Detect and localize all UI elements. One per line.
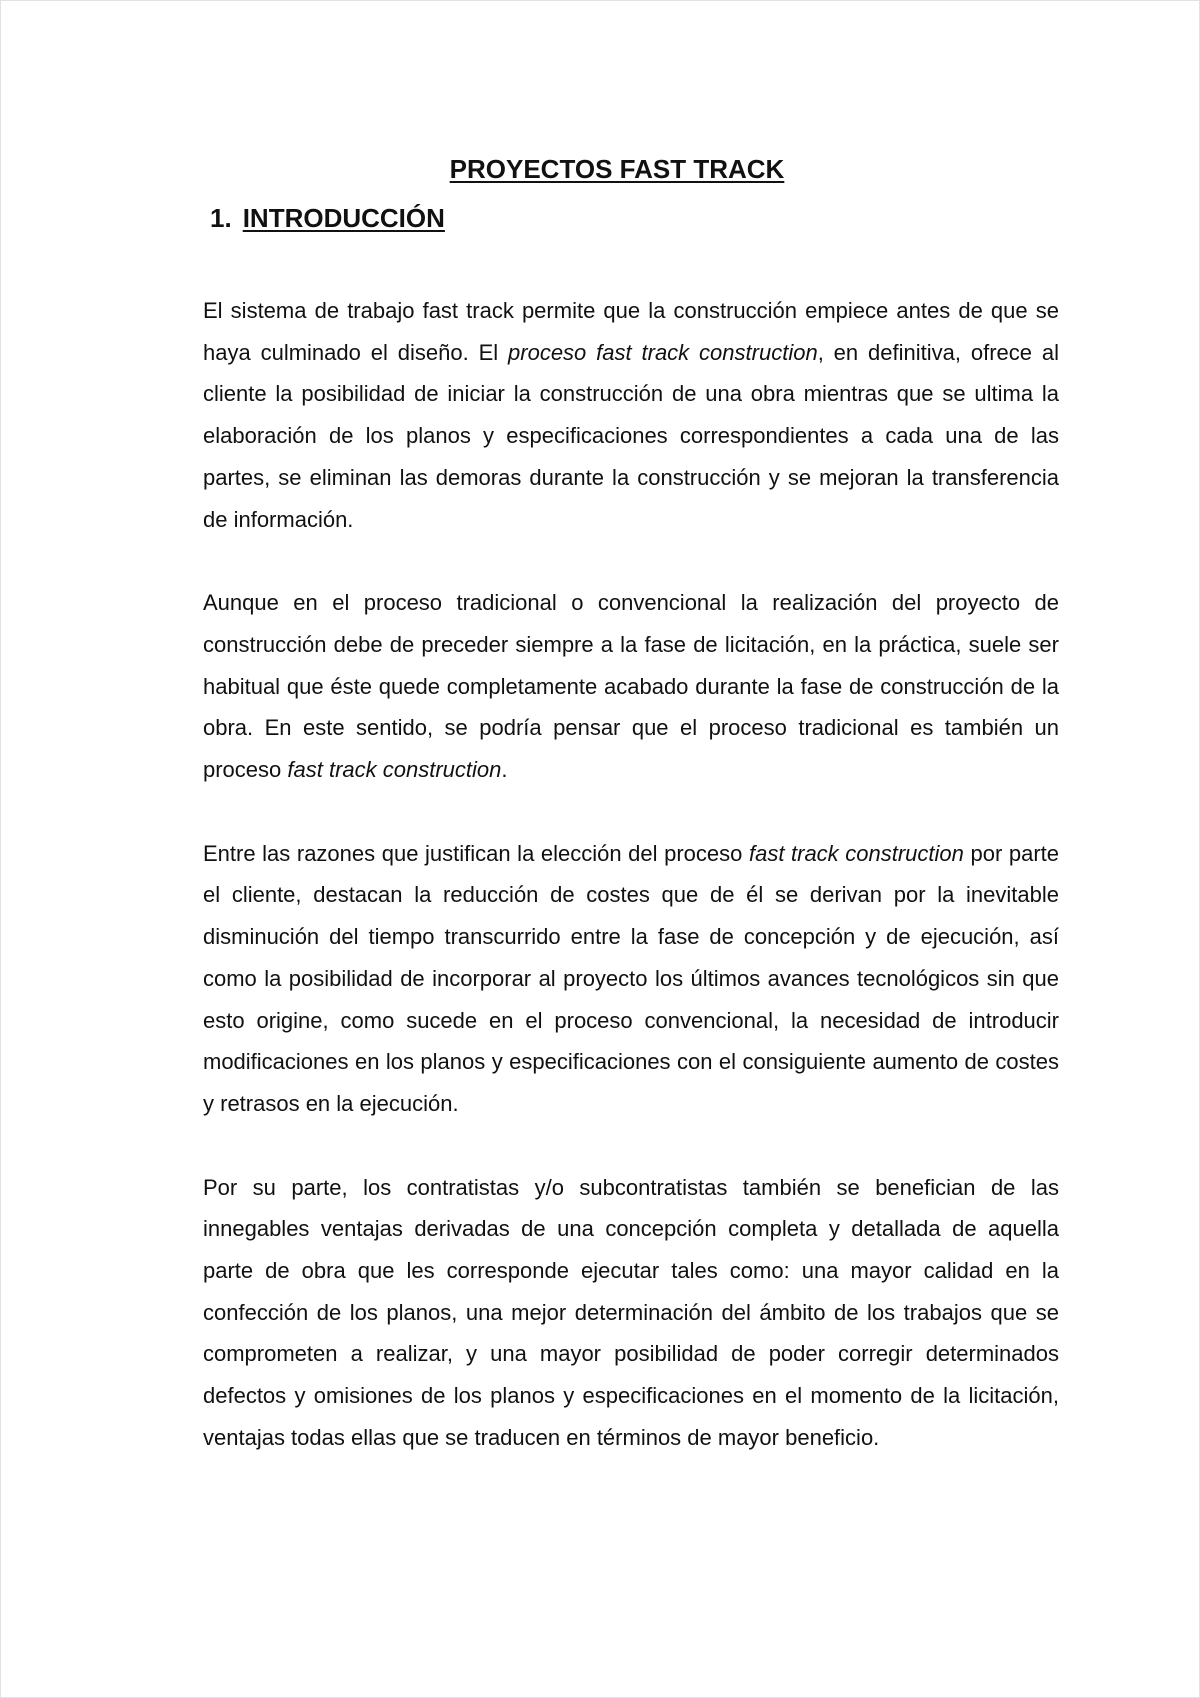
paragraph-text: Aunque en el proceso tradicional o convencional la realización del proyecto de construcción debe de preceder siempre a la fase de licitación, en la práctica, suele ser habitual que éste quede completamente acabado durante la fase de construcción de la obra. En este sentido, se podría pensar que el proceso tradicional es también un proceso bbox=[203, 590, 1059, 783]
paragraph-italic-term: fast track construction bbox=[748, 840, 964, 866]
paragraph-4 bbox=[203, 1167, 1059, 1459]
paragraph-text: , en definitiva, ofrece al cliente la posibilidad de iniciar la construcción de una obra mientras que se ultima la elaboración de los planos y especificaciones correspondientes a cada una de las partes, se eliminan las demoras durante la construcción y se mejoran la transferencia de información. bbox=[203, 339, 1060, 532]
paragraph-text: . bbox=[501, 757, 508, 783]
paragraph-italic-term: proceso fast track construction bbox=[508, 339, 818, 365]
paragraph-italic-term: fast track construction bbox=[287, 757, 502, 783]
paragraph-text: Entre las razones que justifican la elección del proceso bbox=[203, 840, 749, 866]
section-heading bbox=[210, 203, 445, 234]
paragraph-3 bbox=[203, 833, 1059, 1125]
body-text bbox=[203, 290, 1059, 1501]
paragraph-2 bbox=[203, 582, 1059, 791]
document-title: PROYECTOS FAST TRACK bbox=[449, 154, 785, 184]
paragraph-text: El sistema de trabajo fast track permite que la construcción empiece antes de que se haya culminado el diseño. El bbox=[203, 298, 1059, 365]
section-number: 1. bbox=[210, 203, 232, 233]
paragraph-text: Por su parte, los contratistas y/o subcontratistas también se benefician de las innegables ventajas derivadas de una concepción completa y detallada de aquella parte de obra que les corresponde ejecutar tales como: una mayor calidad en la confección de los planos, una mejor determinación del ámbito de los trabajos que se comprometen a realizar, y una mayor posibilidad de poder corregir determinados defectos y omisiones de los planos y especificaciones en el momento de la licitación, ventajas todas ellas que se traducen en términos de mayor beneficio. bbox=[203, 1174, 1059, 1450]
section-title: INTRODUCCIÓN bbox=[242, 203, 445, 233]
paragraph-text: por parte el cliente, destacan la reducción de costes que de él se derivan por la inevitable disminución del tiempo transcurrido entre la fase de concepción y de ejecución, así como la posibilidad de incorporar al proyecto los últimos avances tecnológicos sin que esto origine, como sucede en el proceso convencional, la necesidad de introducir modificaciones en los planos y especificaciones con el consiguiente aumento de costes y retrasos en la ejecución. bbox=[203, 840, 1059, 1116]
paragraph-1 bbox=[203, 290, 1059, 540]
